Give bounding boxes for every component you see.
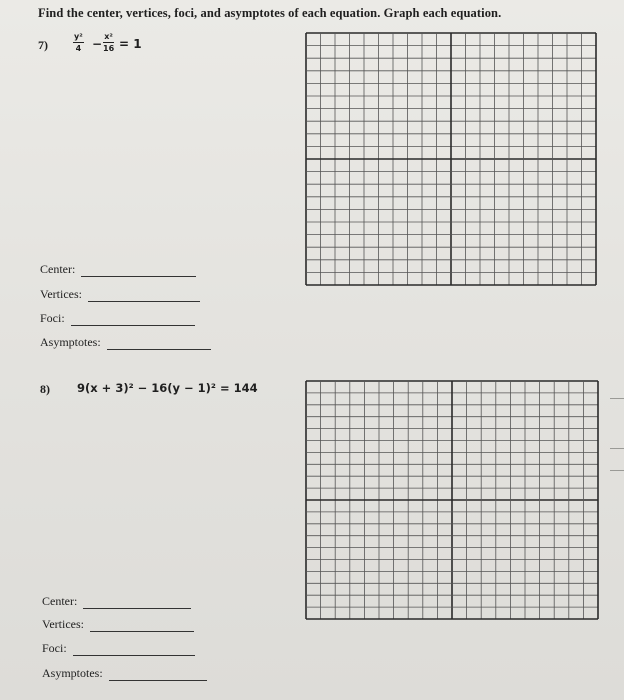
vertices-answer-line[interactable] xyxy=(88,300,200,302)
graph-grid-problem-8[interactable] xyxy=(305,380,599,620)
center-answer-line[interactable] xyxy=(83,607,191,609)
minus-sign: − xyxy=(92,37,103,51)
equals-one: = 1 xyxy=(119,37,142,51)
center-field-7: Center: xyxy=(40,262,196,277)
problem-7-number: 7) xyxy=(38,38,48,52)
problem-8-equation: 9(x + 3)² − 16(y − 1)² = 144 xyxy=(77,381,258,395)
vertices-answer-line[interactable] xyxy=(90,630,194,632)
foci-field-7: Foci: xyxy=(40,311,195,326)
foci-field-8: Foci: xyxy=(42,641,195,656)
asymptotes-field-7: Asymptotes: xyxy=(40,335,211,350)
center-field-8: Center: xyxy=(42,594,191,609)
instructions: Find the center, vertices, foci, and asymptotes of each equation. Graph each equation. xyxy=(38,6,502,20)
asymptotes-answer-line[interactable] xyxy=(109,679,207,681)
graph-grid-problem-7[interactable] xyxy=(305,32,597,286)
page-edge-mark xyxy=(610,448,624,449)
foci-answer-line[interactable] xyxy=(71,324,195,326)
page-edge-mark xyxy=(610,470,624,471)
fraction-y-squared-over-4: $\frac{\text{y²}}{4}$ xyxy=(74,32,83,53)
vertices-field-8: Vertices: xyxy=(42,617,194,632)
foci-answer-line[interactable] xyxy=(73,654,195,656)
vertices-field-7: Vertices: xyxy=(40,287,200,302)
asymptotes-answer-line[interactable] xyxy=(107,348,211,350)
page-edge-mark xyxy=(610,398,624,399)
fraction-x-squared-over-16: $\frac{\text{x²}}{16}$ xyxy=(103,32,115,53)
asymptotes-field-8: Asymptotes: xyxy=(42,666,207,681)
problem-8-number: 8) xyxy=(40,382,50,396)
center-answer-line[interactable] xyxy=(81,275,196,277)
